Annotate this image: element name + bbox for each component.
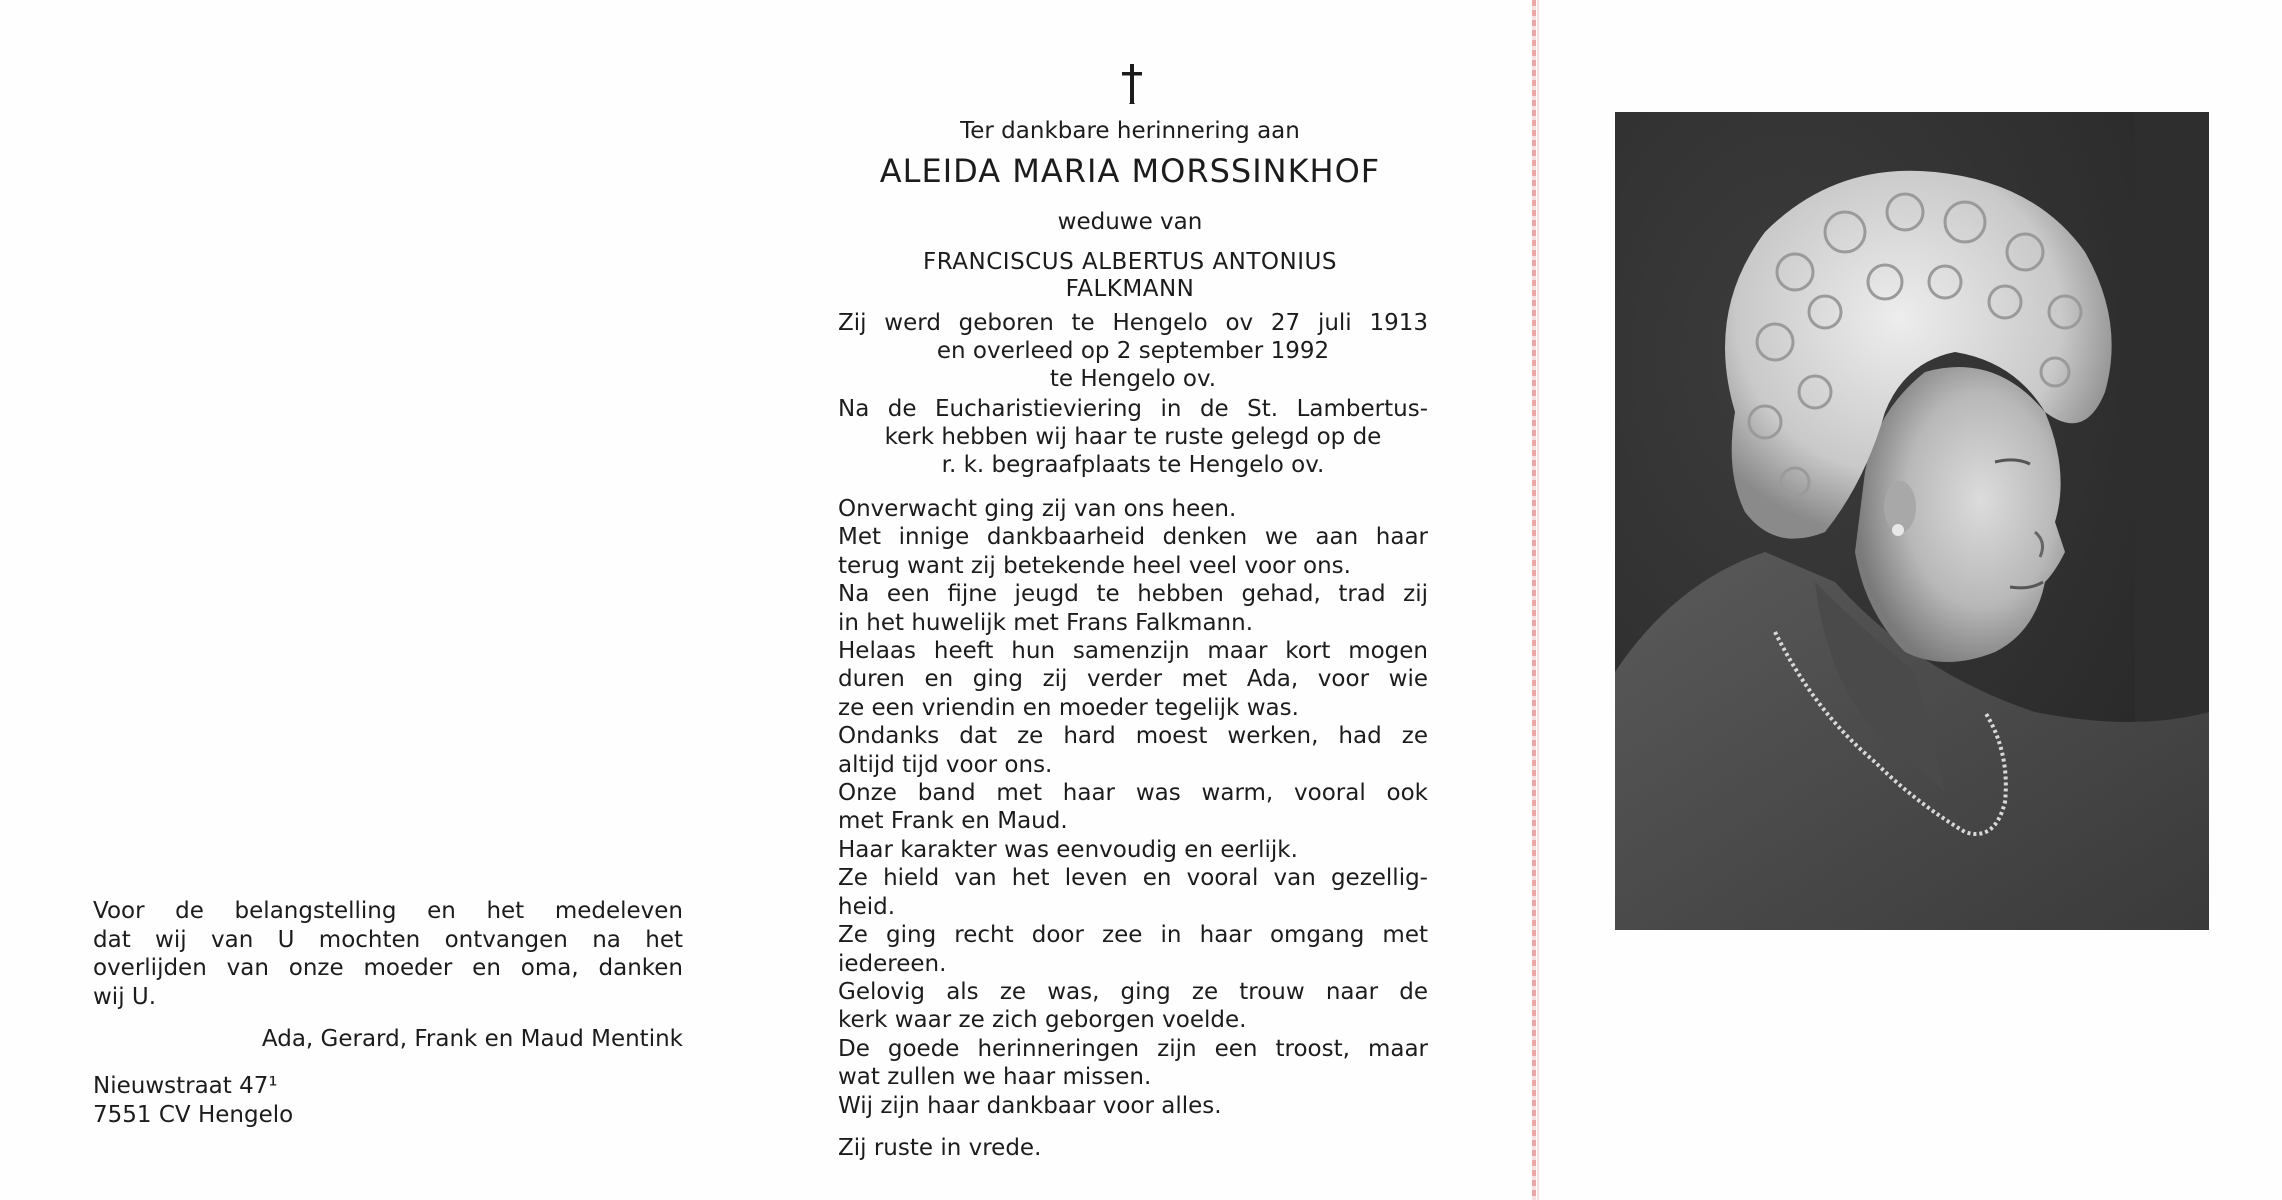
birth-line: Zij werd geboren te Hengelo ov 27 juli 1913 [838, 310, 1428, 336]
burial-text [838, 395, 1428, 479]
address-street: Nieuwstraat 47¹ [93, 1073, 278, 1099]
thanks-line: dat wij van U mochten ontvangen na het [93, 926, 683, 953]
thanks-line: wij U. [93, 983, 157, 1010]
memorial-line: duren en ging zij verder met Ada, voor wie [838, 666, 1428, 693]
memorial-line: Onze band met haar was warm, vooral ook [838, 780, 1428, 807]
memorial-line: heid. [838, 893, 896, 920]
memorial-line: kerk waar ze zich geborgen voelde. [838, 1007, 1247, 1034]
memorial-line: Met innige dankbaarheid denken we aan haar [838, 524, 1428, 551]
memorial-line: De goede herinneringen zijn een troost, maar [838, 1035, 1428, 1062]
memorial-line: Ze hield van het leven en vooral van gezellig- [838, 865, 1428, 892]
memorial-line: altijd tijd voor ons. [838, 751, 1053, 778]
burial-line: kerk hebben wij haar te ruste gelegd op de [884, 424, 1382, 450]
fold-line [1532, 0, 1536, 1200]
memorial-line: Wij zijn haar dankbaar voor alles. [838, 1092, 1222, 1119]
deceased-name: ALEIDA MARIA MORSSINKHOF [879, 152, 1381, 190]
burial-line: Na de Eucharistieviering in de St. Lambertus- [838, 396, 1428, 422]
family-signature: Ada, Gerard, Frank en Maud Mentink [261, 1026, 683, 1052]
cross-icon [1120, 62, 1144, 106]
portrait-photo [1615, 112, 2209, 930]
portrait-illustration [1615, 112, 2209, 930]
burial-line: r. k. begraafplaats te Hengelo ov. [941, 452, 1325, 478]
memorial-line: iedereen. [838, 950, 947, 977]
fold-line-shadow [1537, 0, 1539, 1200]
birth-death-text [838, 309, 1428, 393]
return-address [93, 1072, 493, 1130]
memorial-line: Ze ging recht door zee in haar omgang met [838, 922, 1428, 949]
memorial-line: Haar karakter was eenvoudig en eerlijk. [838, 836, 1298, 863]
memorial-line: met Frank en Maud. [838, 808, 1068, 835]
memorial-text [838, 495, 1428, 1162]
memorial-line: Helaas heeft hun samenzijn maar kort mogen [838, 638, 1428, 665]
husband-name-line2: FALKMANN [1065, 276, 1195, 302]
memorial-line: Gelovig als ze was, ging ze trouw naar de [838, 978, 1428, 1005]
thanks-line: overlijden van onze moeder en oma, danken [93, 955, 683, 981]
widow-of-text: weduwe van [1057, 209, 1203, 235]
earring [1892, 524, 1904, 536]
address-city: 7551 CV Hengelo [93, 1102, 294, 1128]
memorial-line: wat zullen we haar missen. [838, 1064, 1152, 1091]
thanks-message [93, 897, 683, 1011]
closing-line: Zij ruste in vrede. [838, 1134, 1042, 1161]
memorial-line: in het huwelijk met Frans Falkmann. [838, 609, 1253, 636]
death-line: en overleed op 2 september 1992 [936, 338, 1330, 364]
memorial-line: Na een fijne jeugd te hebben gehad, trad zij [838, 581, 1428, 608]
thanks-line: Voor de belangstelling en het medeleven [93, 898, 683, 924]
death-place-line: te Hengelo ov. [1049, 366, 1217, 392]
memorial-line: ze een vriendin en moeder tegelijk was. [838, 694, 1299, 721]
memorial-line: terug want zij betekende heel veel voor ons. [838, 552, 1351, 579]
intro-text: Ter dankbare herinnering aan [960, 118, 1300, 144]
memorial-line: Ondanks dat ze hard moest werken, had ze [838, 723, 1428, 750]
memorial-line: Onverwacht ging zij van ons heen. [838, 496, 1237, 522]
husband-name-line1: FRANCISCUS ALBERTUS ANTONIUS [923, 249, 1337, 275]
